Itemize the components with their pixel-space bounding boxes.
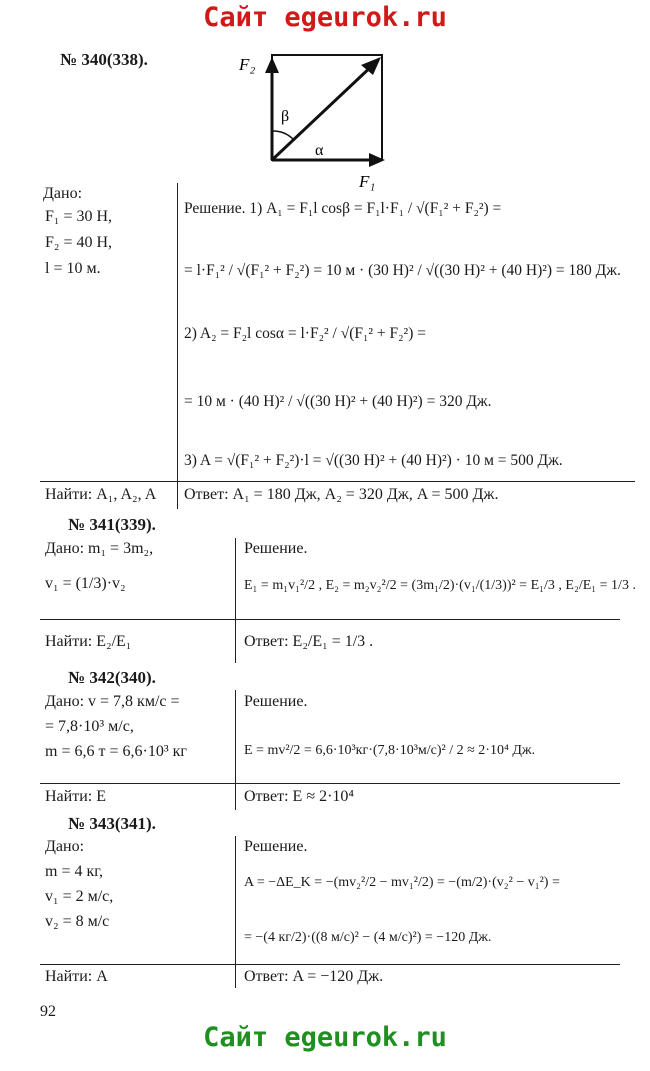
p343-answer-separator: [40, 964, 620, 965]
alpha-label: α: [315, 142, 324, 159]
p341-find: Найти: E₂/E₁: [45, 633, 132, 650]
beta-arc: [272, 131, 293, 139]
page-number: 92: [40, 1003, 56, 1020]
p340-given-item: F₁ = 30 Н,: [45, 208, 113, 225]
problem-342-number: № 342(340).: [68, 668, 156, 687]
site-header-label: Сайт egeurok.ru: [203, 2, 447, 33]
p342-find: Найти: E: [45, 788, 106, 805]
p343-given-item: m = 4 кг,: [45, 863, 103, 880]
p343-solution-line: A = −ΔE_K = −(mv₂²/2 − mv₁²/2) = −(m/2)·(v₂² − v₁²) =: [244, 875, 560, 890]
p340-solution-line: = 10 м · (40 Н)² / √((30 Н)² + (40 Н)²) = 320 Дж.: [184, 393, 492, 410]
problem-343-number: № 343(341).: [68, 814, 156, 833]
site-footer-label: Сайт egeurok.ru: [203, 1022, 447, 1053]
p340-solution-line: = l·F₁² / √(F₁² + F₂²) = 10 м · (30 Н)² / √((30 Н)² + (40 Н)²) = 180 Дж.: [184, 262, 621, 279]
p340-given-item: l = 10 м.: [45, 260, 101, 277]
p340-solution-line: 3) A = √(F₁² + F₂²)·l = √((30 Н)² + (40 Н)²) · 10 м = 500 Дж.: [184, 452, 563, 469]
p340-given-item: F₂ = 40 Н,: [45, 234, 113, 251]
force-diagram: [225, 45, 395, 195]
p343-column-divider: [235, 836, 236, 988]
p343-given-item: v₂ = 8 м/с: [45, 913, 110, 930]
p340-given-label: Дано:: [43, 185, 83, 202]
p342-solution-label: Решение.: [244, 693, 308, 710]
p343-given-label: Дано:: [45, 838, 85, 855]
p340-solution-line: 2) A₂ = F₂l cosα = l·F₂² / √(F₁² + F₂²) =: [184, 325, 426, 342]
p342-given-line: Дано: v = 7,8 км/с =: [45, 693, 180, 710]
p341-given-line: v₁ = (1/3)·v₂: [45, 575, 126, 592]
p342-given-line: = 7,8·10³ м/с,: [45, 718, 134, 735]
p343-given-item: v₁ = 2 м/с,: [45, 888, 114, 905]
f2-label: F₂: [239, 55, 256, 74]
p341-answer-separator: [40, 619, 620, 620]
p340-column-divider: [177, 183, 178, 509]
p343-find: Найти: A: [45, 968, 108, 985]
p342-given-line: m = 6,6 т = 6,6·10³ кг: [45, 743, 187, 760]
p342-solution: E = mv²/2 = 6,6·10³кг·(7,8·10³м/с)² / 2 ≈ 2·10⁴ Дж.: [244, 743, 536, 758]
p341-given-line: Дано: m₁ = 3m₂,: [45, 540, 154, 557]
problem-341-number: № 341(339).: [68, 515, 156, 534]
f1-label: F₁: [359, 172, 376, 191]
p342-answer-separator: [40, 783, 620, 784]
p341-column-divider: [235, 538, 236, 663]
p340-answer-separator: [40, 481, 635, 482]
p341-solution-label: Решение.: [244, 540, 308, 557]
p341-answer: Ответ: E₂/E₁ = 1/3 .: [244, 633, 374, 650]
f2-arrowhead: [265, 57, 279, 73]
p340-answer: Ответ: A₁ = 180 Дж, A₂ = 320 Дж, A = 500 Дж.: [184, 486, 499, 503]
p342-answer: Ответ: E ≈ 2·10⁴: [244, 788, 355, 805]
p340-find: Найти: A₁, A₂, A: [45, 486, 157, 503]
p343-solution-label: Решение.: [244, 838, 308, 855]
p342-column-divider: [235, 690, 236, 810]
p341-solution: E₁ = m₁v₁²/2 , E₂ = m₂v₂²/2 = (3m₁/2)·(v₁/(1/3))² = E₁/3 , E₂/E₁ = 1/3 .: [244, 578, 636, 593]
p343-answer: Ответ: A = −120 Дж.: [244, 968, 384, 985]
beta-label: β: [281, 108, 290, 125]
problem-340-number: № 340(338).: [60, 50, 148, 69]
p343-solution-line: = −(4 кг/2)·((8 м/с)² − (4 м/с)²) = −120 Дж.: [244, 930, 492, 945]
p340-solution-line: Решение. 1) A₁ = F₁l cosβ = F₁l·F₁ / √(F₁² + F₂²) =: [184, 200, 502, 217]
